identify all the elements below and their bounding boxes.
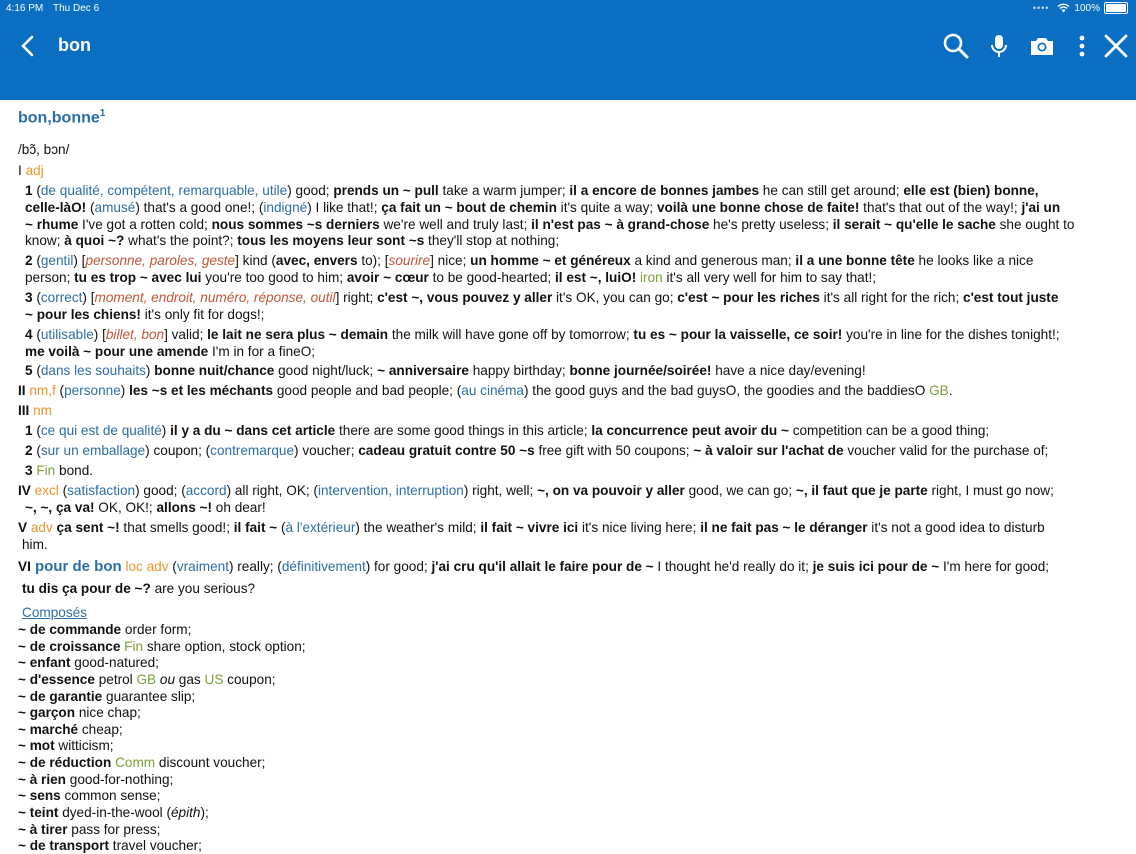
text: it's nice living here; bbox=[578, 520, 701, 535]
example: allons ~! bbox=[156, 500, 213, 515]
example: ~, on va pouvoir y aller bbox=[537, 483, 685, 498]
sense-1-line bbox=[25, 182, 1039, 199]
example: ~, il faut que je parte bbox=[795, 483, 928, 498]
roman-numeral: II bbox=[18, 383, 26, 398]
compound-translation: cheap; bbox=[78, 722, 123, 737]
compound-item[interactable] bbox=[18, 638, 306, 655]
example: il fait ~ bbox=[233, 520, 278, 535]
sense-number: 1 bbox=[25, 423, 33, 438]
context-link[interactable]: dans les souhaits bbox=[40, 363, 146, 378]
text: ( bbox=[36, 363, 41, 378]
example: tu es ~ pour la vaisselle, ce soir! bbox=[633, 327, 843, 342]
text: ( bbox=[32, 443, 41, 458]
text: happy birthday; bbox=[468, 363, 570, 378]
compound-term: ~ mot bbox=[18, 738, 55, 753]
text: oh dear! bbox=[212, 500, 266, 515]
text: ] right; bbox=[335, 290, 378, 305]
compound-term: ~ teint bbox=[18, 805, 59, 820]
example: il ne fait pas ~ le déranger bbox=[700, 520, 868, 535]
region-label: GB bbox=[925, 383, 949, 398]
example: elle est (bien) bonne, bbox=[903, 183, 1039, 198]
roman-numeral: IV bbox=[18, 483, 31, 498]
compound-item[interactable] bbox=[18, 754, 265, 771]
example: avoir ~ cœur bbox=[346, 270, 429, 285]
example: tous les moyens leur sont ~s bbox=[237, 233, 425, 248]
text: to); [ bbox=[357, 253, 389, 268]
section-vi bbox=[18, 558, 1049, 575]
app-bar bbox=[0, 18, 1136, 100]
text: ( bbox=[36, 290, 41, 305]
text: ( bbox=[55, 383, 65, 398]
context-link[interactable]: intervention, interruption bbox=[317, 483, 464, 498]
text: that smells good!; bbox=[119, 520, 234, 535]
compound-translation: dyed-in-the-wool ( bbox=[58, 805, 171, 820]
text: ou bbox=[156, 672, 176, 687]
example: prends un ~ pull bbox=[333, 183, 439, 198]
example: il a une bonne tête bbox=[795, 253, 915, 268]
example: ça sent ~! bbox=[52, 520, 120, 535]
text: you're in line for the dishes tonight!; bbox=[842, 327, 1060, 342]
text: ) bbox=[120, 383, 130, 398]
text: it's only fit for dogs!; bbox=[140, 307, 265, 322]
context-link[interactable]: définitivement bbox=[281, 559, 366, 574]
sense-3-line bbox=[25, 306, 264, 323]
roman-numeral: I bbox=[18, 163, 22, 178]
example: avec, envers bbox=[275, 253, 358, 268]
context-link[interactable]: correct bbox=[40, 290, 83, 305]
example: le lait ne sera plus ~ demain bbox=[207, 327, 389, 342]
section-v bbox=[18, 519, 1045, 536]
text: it's quite a way; bbox=[556, 200, 657, 215]
text: the milk will have gone off by tomorrow; bbox=[388, 327, 634, 342]
context-link[interactable]: accord bbox=[185, 483, 227, 498]
section-v-line: him. bbox=[22, 537, 48, 552]
text: voucher valid for the purchase of; bbox=[843, 443, 1049, 458]
compound-item[interactable] bbox=[18, 671, 276, 688]
subheadword: pour de bon bbox=[30, 558, 122, 575]
collocate: sourire bbox=[388, 253, 431, 268]
composes-link[interactable] bbox=[22, 604, 87, 621]
text: he's pretty useless; bbox=[709, 217, 833, 232]
text: it's all very well for him to say that!; bbox=[662, 270, 877, 285]
text: gas bbox=[175, 672, 201, 687]
text: competition can be a good thing; bbox=[788, 423, 990, 438]
text: ) bbox=[161, 423, 171, 438]
roman-numeral: VI bbox=[18, 559, 31, 574]
example: un homme ~ et généreux bbox=[470, 253, 631, 268]
sense-3-line bbox=[25, 289, 1058, 306]
text: it's OK, you can go; bbox=[552, 290, 678, 305]
text: take a warm jumper; bbox=[438, 183, 570, 198]
close-icon[interactable] bbox=[1102, 32, 1130, 60]
text: OK, OK!; bbox=[94, 500, 157, 515]
compound-translation: travel voucher; bbox=[109, 838, 202, 853]
sense-4-line bbox=[25, 326, 1060, 343]
example: ~ pour les chiens! bbox=[25, 307, 141, 322]
text: there are some good things in this article; bbox=[335, 423, 592, 438]
context-link[interactable]: de qualité, compétent, remarquable, utile bbox=[40, 183, 288, 198]
status-date: Thu Dec 6 bbox=[53, 3, 100, 14]
text: know; bbox=[25, 233, 65, 248]
compound-item[interactable] bbox=[18, 787, 160, 804]
text: ( bbox=[32, 423, 41, 438]
compound-term: ~ de commande bbox=[18, 622, 122, 637]
example: la concurrence peut avoir du ~ bbox=[591, 423, 789, 438]
headword bbox=[18, 108, 105, 127]
example: ~, ~, ça va! bbox=[25, 500, 95, 515]
domain-label: Fin bbox=[120, 639, 144, 654]
compound-term: ~ sens bbox=[18, 788, 61, 803]
sense-number: 2 bbox=[25, 443, 33, 458]
text: that's that out of the way!; bbox=[859, 200, 1022, 215]
sense-2-line bbox=[25, 269, 876, 286]
example: j'ai cru qu'il allait le faire pour de ~ bbox=[431, 559, 654, 574]
collocate: moment, endroit, numéro, réponse, outil bbox=[94, 290, 336, 305]
section-iii bbox=[18, 402, 52, 419]
region-label: GB bbox=[132, 672, 157, 687]
collocate: personne, paroles, geste bbox=[85, 253, 236, 268]
text: ); bbox=[200, 805, 209, 820]
status-bar bbox=[0, 0, 1136, 18]
text: he can still get around; bbox=[759, 183, 904, 198]
section-ii bbox=[18, 382, 953, 399]
text: I'm in for a fineO; bbox=[208, 344, 316, 359]
part-of-speech[interactable]: nm,f bbox=[25, 383, 56, 398]
part-of-speech[interactable]: loc adv bbox=[121, 559, 169, 574]
section-i bbox=[18, 162, 44, 179]
headword-superscript: 1 bbox=[99, 108, 106, 119]
sense-number: 3 bbox=[25, 290, 33, 305]
sense-number: 4 bbox=[25, 327, 33, 342]
microphone-icon[interactable] bbox=[985, 32, 1013, 60]
compound-item[interactable] bbox=[18, 654, 159, 671]
text: ] kind ( bbox=[235, 253, 276, 268]
compound-term: ~ de réduction bbox=[18, 755, 112, 770]
sense-4-line bbox=[25, 343, 315, 360]
text: what's the point?; bbox=[124, 233, 238, 248]
compound-translation: good-natured; bbox=[70, 655, 159, 670]
text: you're too good to him; bbox=[201, 270, 347, 285]
text: ) [ bbox=[82, 290, 95, 305]
search-icon[interactable] bbox=[942, 32, 970, 60]
text: he looks like a nice bbox=[914, 253, 1034, 268]
compound-term: ~ à rien bbox=[18, 772, 66, 787]
text: ) [ bbox=[93, 327, 106, 342]
section-iii-sense-3 bbox=[25, 462, 93, 479]
example: nous sommes ~s derniers bbox=[211, 217, 380, 232]
text: they'll stop at nothing; bbox=[424, 233, 560, 248]
text: free gift with 50 coupons; bbox=[534, 443, 694, 458]
example: celle-làO! bbox=[25, 200, 87, 215]
context-link[interactable]: à l'extérieur bbox=[285, 520, 356, 535]
text: a kind and generous man; bbox=[630, 253, 796, 268]
section-iv bbox=[18, 482, 1054, 499]
example: ~ à valoir sur l'achat de bbox=[693, 443, 844, 458]
compound-translation: share option, stock option; bbox=[143, 639, 306, 654]
wifi-icon bbox=[1057, 3, 1070, 13]
text: have a nice day/evening! bbox=[711, 363, 866, 378]
example: ~ anniversaire bbox=[377, 363, 469, 378]
register-label: iron bbox=[636, 270, 663, 285]
example: bonne journée/soirée! bbox=[569, 363, 712, 378]
search-query[interactable]: bon bbox=[58, 35, 91, 55]
compound-term: ~ d'essence bbox=[18, 672, 95, 687]
example: je suis ici pour de ~ bbox=[812, 559, 940, 574]
compound-translation: witticism; bbox=[54, 738, 114, 753]
context-link[interactable]: utilisable bbox=[40, 327, 94, 342]
sense-number: 3 bbox=[25, 463, 33, 478]
compound-term: ~ de croissance bbox=[18, 639, 121, 654]
context-link[interactable]: contremarque bbox=[210, 443, 295, 458]
sense-1-line bbox=[25, 232, 559, 249]
section-iv-line bbox=[25, 499, 266, 516]
roman-numeral: V bbox=[18, 520, 28, 535]
sense-number: 1 bbox=[25, 183, 33, 198]
text: bond. bbox=[55, 463, 94, 478]
compound-item[interactable] bbox=[18, 804, 209, 821]
compound-item[interactable] bbox=[18, 771, 173, 788]
sense-5-line bbox=[25, 362, 866, 379]
compound-translation: guarantee slip; bbox=[102, 689, 196, 704]
text: good, we can go; bbox=[684, 483, 796, 498]
compound-item[interactable] bbox=[18, 837, 202, 854]
compound-term: ~ enfant bbox=[18, 655, 71, 670]
compound-term: ~ garçon bbox=[18, 705, 76, 720]
text: good people and bad people; ( bbox=[273, 383, 462, 398]
example: cadeau gratuit contre 50 ~s bbox=[358, 443, 535, 458]
context-link[interactable]: au cinéma bbox=[461, 383, 524, 398]
example: il serait ~ qu'elle le sache bbox=[832, 217, 996, 232]
text: right, I must go now; bbox=[927, 483, 1054, 498]
text: it's all right for the rich; bbox=[819, 290, 964, 305]
text: ( bbox=[36, 327, 41, 342]
text: it's not a good idea to disturb bbox=[867, 520, 1045, 535]
example: voilà une bonne chose de faite! bbox=[656, 200, 860, 215]
battery-icon bbox=[1104, 2, 1128, 14]
example: c'est ~, vous pouvez y aller bbox=[377, 290, 553, 305]
text: ) good; bbox=[287, 183, 334, 198]
text: ( bbox=[277, 520, 286, 535]
collocate: billet, bon bbox=[105, 327, 165, 342]
sense-number: 5 bbox=[25, 363, 33, 378]
compound-translation: discount voucher; bbox=[155, 755, 266, 770]
text: ) coupon; ( bbox=[145, 443, 211, 458]
compound-item[interactable] bbox=[18, 721, 123, 738]
compound-item[interactable] bbox=[18, 704, 141, 721]
back-icon[interactable] bbox=[16, 32, 40, 60]
part-of-speech[interactable]: excl bbox=[30, 483, 59, 498]
text: ) I like that!; bbox=[307, 200, 382, 215]
example: ça fait un ~ bout de chemin bbox=[381, 200, 557, 215]
more-options-icon[interactable] bbox=[1068, 32, 1096, 60]
text: person; bbox=[25, 270, 75, 285]
camera-icon[interactable] bbox=[1028, 32, 1056, 60]
text: ] valid; bbox=[164, 327, 208, 342]
compound-item[interactable] bbox=[18, 621, 191, 638]
context-link[interactable]: personne bbox=[64, 383, 121, 398]
compound-item[interactable] bbox=[18, 737, 114, 754]
compound-translation: order form; bbox=[121, 622, 192, 637]
compound-term: ~ marché bbox=[18, 722, 79, 737]
part-of-speech[interactable]: nm bbox=[29, 403, 53, 418]
text: I'm here for good; bbox=[939, 559, 1050, 574]
example: il y a du ~ dans cet article bbox=[170, 423, 336, 438]
context-link[interactable]: indigné bbox=[263, 200, 308, 215]
example: c'est tout juste bbox=[963, 290, 1059, 305]
compound-translation: common sense; bbox=[60, 788, 161, 803]
compound-term: ~ à tirer bbox=[18, 822, 68, 837]
example: les ~s et les méchants bbox=[129, 383, 274, 398]
text: ) good; ( bbox=[135, 483, 186, 498]
context-link[interactable]: satisfaction bbox=[67, 483, 136, 498]
example: il fait ~ vivre ici bbox=[480, 520, 579, 535]
sense-1-line bbox=[25, 199, 1060, 216]
text: good night/luck; bbox=[274, 363, 378, 378]
text: ) the good guys and the bad guysO, the goodies and the baddiesO bbox=[523, 383, 926, 398]
example: il est ~, luiO! bbox=[555, 270, 637, 285]
example: j'ai un bbox=[1021, 200, 1061, 215]
example: c'est ~ pour les riches bbox=[677, 290, 820, 305]
compound-term: ~ de garantie bbox=[18, 689, 103, 704]
context-link[interactable]: vraiment bbox=[176, 559, 229, 574]
text: we're well and truly last; bbox=[379, 217, 532, 232]
text: are you serious? bbox=[150, 581, 256, 596]
text: ( bbox=[58, 483, 68, 498]
text: ) right, well; bbox=[463, 483, 538, 498]
context-link[interactable]: gentil bbox=[40, 253, 74, 268]
text: ) all right, OK; ( bbox=[226, 483, 318, 498]
pronunciation: /bɔ̃, bɔn/ bbox=[18, 142, 70, 157]
composes-title[interactable]: Composés bbox=[22, 605, 87, 620]
status-time: 4:16 PM bbox=[6, 3, 44, 14]
compound-translation: nice chap; bbox=[75, 705, 141, 720]
text: ( bbox=[168, 559, 177, 574]
example: me voilà ~ pour une amende bbox=[25, 344, 209, 359]
text: coupon; bbox=[223, 672, 276, 687]
example: il a encore de bonnes jambes bbox=[569, 183, 760, 198]
part-of-speech[interactable]: adj bbox=[25, 163, 44, 178]
text: ( bbox=[36, 253, 41, 268]
compound-translation: good-for-nothing; bbox=[65, 772, 174, 787]
domain-label: Comm bbox=[111, 755, 156, 770]
context-link[interactable]: sur un emballage bbox=[40, 443, 146, 458]
text: ] nice; bbox=[430, 253, 471, 268]
context-link[interactable]: ce qui est de qualité bbox=[40, 423, 162, 438]
text: to be good-hearted; bbox=[428, 270, 556, 285]
section-iii-sense-1 bbox=[25, 422, 989, 439]
sense-1-line bbox=[25, 216, 1074, 233]
text: ) voucher; bbox=[294, 443, 359, 458]
multitask-dots-icon: •••• bbox=[1032, 3, 1050, 13]
compound-item[interactable] bbox=[18, 821, 160, 838]
text: . bbox=[948, 383, 953, 398]
text: épith bbox=[171, 805, 201, 820]
region-label: US bbox=[200, 672, 224, 687]
compound-translation: pass for press; bbox=[67, 822, 161, 837]
text: I thought he'd really do it; bbox=[653, 559, 813, 574]
text: ) for good; bbox=[365, 559, 432, 574]
text: ) [ bbox=[73, 253, 86, 268]
text: I've got a rotten cold; bbox=[78, 217, 212, 232]
text: ( bbox=[36, 183, 41, 198]
section-vi-line bbox=[22, 580, 255, 597]
part-of-speech[interactable]: adv bbox=[27, 520, 53, 535]
status-right bbox=[1033, 2, 1128, 14]
text: ( bbox=[86, 200, 95, 215]
example: ~ rhume bbox=[25, 217, 79, 232]
example: tu dis ça pour de ~? bbox=[22, 581, 151, 596]
context-link[interactable]: amusé bbox=[94, 200, 136, 215]
text: ) that's a good one!; ( bbox=[135, 200, 264, 215]
battery-percent: 100% bbox=[1074, 2, 1100, 14]
text: ) bbox=[145, 363, 155, 378]
example: tu es trop ~ avec lui bbox=[74, 270, 202, 285]
compound-term: ~ de transport bbox=[18, 838, 110, 853]
text: ) really; ( bbox=[228, 559, 282, 574]
section-iii-sense-2 bbox=[25, 442, 1048, 459]
sense-2-line bbox=[25, 252, 1033, 269]
text: ) the weather's mild; bbox=[355, 520, 481, 535]
sense-number: 2 bbox=[25, 253, 33, 268]
domain-label: Fin bbox=[32, 463, 56, 478]
compound-translation: petrol bbox=[94, 672, 133, 687]
compound-item[interactable] bbox=[18, 688, 195, 705]
roman-numeral: III bbox=[18, 403, 30, 418]
example: à quoi ~? bbox=[64, 233, 125, 248]
example: bonne nuit/chance bbox=[154, 363, 275, 378]
example: il n'est pas ~ à grand-chose bbox=[531, 217, 710, 232]
headword-text: bon,bonne bbox=[18, 109, 100, 127]
text: she ought to bbox=[995, 217, 1075, 232]
